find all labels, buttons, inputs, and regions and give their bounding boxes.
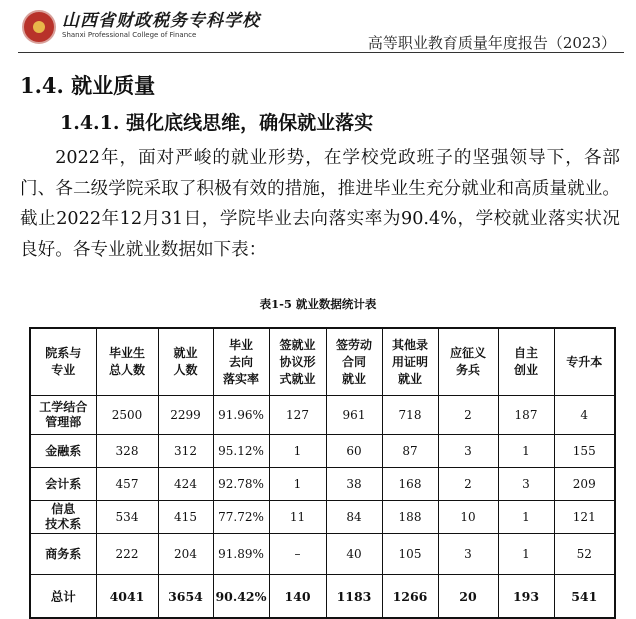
table-total-row: [30, 575, 615, 619]
table-cell: 1: [269, 435, 326, 468]
table-header-row: [30, 328, 615, 396]
subsection-heading: [60, 108, 373, 135]
table-cell: 11: [269, 501, 326, 534]
table-cell: 2: [438, 396, 498, 435]
table-cell: 84: [326, 501, 382, 534]
table-cell: –: [269, 534, 326, 575]
table-cell: 4: [554, 396, 615, 435]
school-name-cn: 山西省财政税务专科学校: [62, 11, 260, 31]
table-row: [30, 396, 615, 435]
column-header: 毕业生 总人数: [96, 328, 158, 396]
body-paragraph: 2022年，面对严峻的就业形势，在学校党政班子的坚强领导下，各部门、各二级学院采取了积极有效的措施，推进毕业生充分就业和高质量就业。截止2022年12月31日，学院毕业去向落实率为90.4%，学校就业落实状况良好。各专业就业数据如下表：: [20, 148, 620, 260]
table-cell: 91.96%: [213, 396, 269, 435]
column-header: 其他录 用证明 就业: [382, 328, 438, 396]
table-cell: 38: [326, 468, 382, 501]
table-cell: 168: [382, 468, 438, 501]
column-header: 就业 人数: [158, 328, 213, 396]
column-header: 签劳动 合同 就业: [326, 328, 382, 396]
table-cell: 20: [438, 575, 498, 619]
table-cell: 1266: [382, 575, 438, 619]
table-cell: 2500: [96, 396, 158, 435]
table-cell: 541: [554, 575, 615, 619]
table-cell: 424: [158, 468, 213, 501]
column-header: 签就业 协议形 式就业: [269, 328, 326, 396]
table-cell: 3: [438, 435, 498, 468]
table-cell: 1: [498, 534, 554, 575]
section-heading: [20, 70, 155, 100]
column-header: 专升本: [554, 328, 615, 396]
table-caption: 表1-5 就业数据统计表: [259, 297, 377, 311]
table-cell: 534: [96, 501, 158, 534]
table-cell: 415: [158, 501, 213, 534]
table-cell: 52: [554, 534, 615, 575]
table-row: [30, 435, 615, 468]
department-name-cell: 金融系: [30, 435, 96, 468]
table-cell: 105: [382, 534, 438, 575]
table-cell: 92.78%: [213, 468, 269, 501]
table-cell: 10: [438, 501, 498, 534]
department-name-cell: 商务系: [30, 534, 96, 575]
table-cell: 457: [96, 468, 158, 501]
table-cell: 3654: [158, 575, 213, 619]
table-cell: 193: [498, 575, 554, 619]
table-row: [30, 468, 615, 501]
column-header: 院系与 专业: [30, 328, 96, 396]
table-cell: 209: [554, 468, 615, 501]
table-cell: 4041: [96, 575, 158, 619]
department-name-cell: 总计: [30, 575, 96, 619]
table-cell: 2: [438, 468, 498, 501]
section-title: 就业质量: [71, 73, 156, 98]
table-cell: 90.42%: [213, 575, 269, 619]
report-title: 高等职业教育质量年度报告（2023）: [367, 34, 616, 52]
table-cell: 40: [326, 534, 382, 575]
table-row: [30, 501, 615, 534]
table-cell: 3: [438, 534, 498, 575]
subsection-number: 1.4.1.: [60, 112, 120, 134]
column-header: 自主 创业: [498, 328, 554, 396]
table-cell: 961: [326, 396, 382, 435]
table-cell: 188: [382, 501, 438, 534]
department-name-cell: 信息 技术系: [30, 501, 96, 534]
table-cell: 87: [382, 435, 438, 468]
table-cell: 95.12%: [213, 435, 269, 468]
school-logo-text: [62, 12, 260, 40]
department-name-cell: 会计系: [30, 468, 96, 501]
table-cell: 140: [269, 575, 326, 619]
department-name-cell: 工学结合 管理部: [30, 396, 96, 435]
school-name-en: Shanxi Professional College of Finance: [62, 31, 197, 39]
table-cell: 312: [158, 435, 213, 468]
column-header: 毕业 去向 落实率: [213, 328, 269, 396]
table-cell: 121: [554, 501, 615, 534]
table-cell: 155: [554, 435, 615, 468]
table-cell: 222: [96, 534, 158, 575]
table-cell: 718: [382, 396, 438, 435]
table-cell: 60: [326, 435, 382, 468]
table-cell: 3: [498, 468, 554, 501]
table-cell: 328: [96, 435, 158, 468]
table-cell: 127: [269, 396, 326, 435]
section-number: 1.4.: [20, 73, 64, 98]
header-divider: [18, 52, 624, 53]
column-header: 应征义 务兵: [438, 328, 498, 396]
table-cell: 187: [498, 396, 554, 435]
table-cell: 91.89%: [213, 534, 269, 575]
employment-stats-table: [29, 327, 616, 619]
table-cell: 1: [498, 501, 554, 534]
table-cell: 1183: [326, 575, 382, 619]
table-cell: 1: [269, 468, 326, 501]
school-seal-logo: [22, 10, 56, 44]
table-cell: 77.72%: [213, 501, 269, 534]
table-row: [30, 534, 615, 575]
table-cell: 1: [498, 435, 554, 468]
subsection-title: 强化底线思维，确保就业落实: [126, 112, 374, 134]
table-cell: 2299: [158, 396, 213, 435]
page-header: [0, 0, 636, 54]
table-cell: 204: [158, 534, 213, 575]
